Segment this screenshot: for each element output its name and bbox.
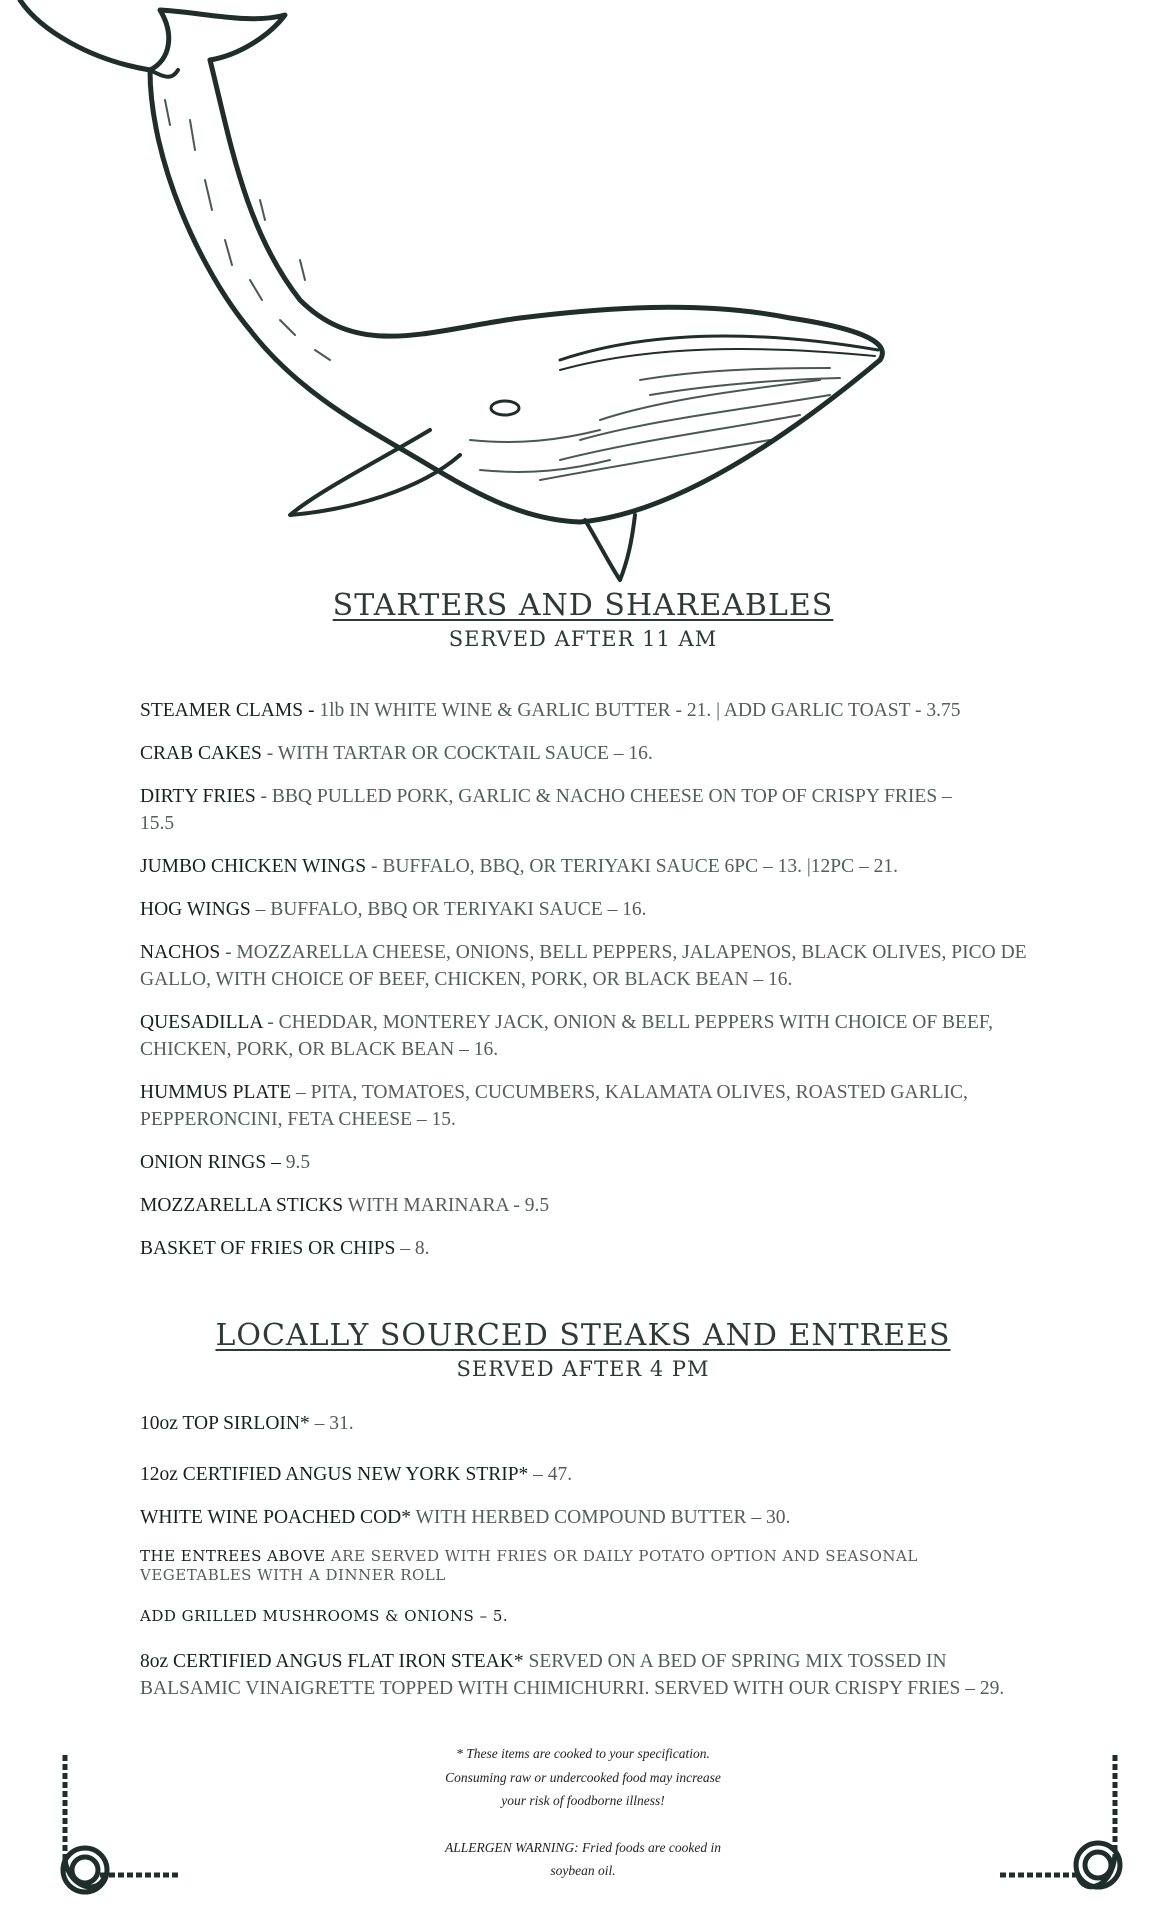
menu-item: ONION RINGS – 9.5 [140,1152,311,1173]
entrees-note: THE ENTREES ABOVE ARE SERVED WITH FRIES OR DAILY POTATO OPTION AND SEASONAL VEGETABLES WITH A DINNER ROLL [140,1547,918,1584]
menu-item: JUMBO CHICKEN WINGS - BUFFALO, BBQ, OR TERIYAKI SAUCE 6PC – 13. |12PC – 21. [140,856,898,877]
menu-item: 12oz CERTIFIED ANGUS NEW YORK STRIP* – 47. [140,1464,573,1485]
menu-item: HOG WINGS – BUFFALO, BBQ OR TERIYAKI SAUCE – 16. [140,899,647,920]
entrees-addon: ADD GRILLED MUSHROOMS & ONIONS – 5. [140,1607,509,1625]
starters-header [0,588,1166,651]
menu-item: 8oz CERTIFIED ANGUS FLAT IRON STEAK* SERVED ON A BED OF SPRING MIX TOSSED IN BALSAMIC VINAIGRETTE TOPPED WITH CHIMICHURRI. SERVED WITH OUR CRISPY FRIES – 29. [140,1651,1005,1699]
rope-knot-right-icon [990,1750,1140,1900]
menu-item: NACHOS - MOZZARELLA CHEESE, ONIONS, BELL PEPPERS, JALAPENOS, BLACK OLIVES, PICO DE GALLO, WITH CHOICE OF BEEF, CHICKEN, PORK, OR BLACK BEAN – 16. [140,942,1027,990]
entrees-header [0,1318,1166,1381]
entrees-subtitle: SERVED AFTER 4 PM [456,1357,710,1381]
menu-item: MOZZARELLA STICKS WITH MARINARA - 9.5 [140,1195,550,1216]
starters-title: STARTERS AND SHAREABLES [332,588,834,623]
whale-illustration [0,0,900,590]
starters-subtitle: SERVED AFTER 11 AM [448,627,718,651]
menu-item: CRAB CAKES - WITH TARTAR OR COCKTAIL SAUCE – 16. [140,743,653,764]
entrees-title: LOCALLY SOURCED STEAKS AND ENTREES [215,1318,951,1353]
menu-item: BASKET OF FRIES OR CHIPS – 8. [140,1238,430,1259]
menu-item: HUMMUS PLATE – PITA, TOMATOES, CUCUMBERS, KALAMATA OLIVES, ROASTED GARLIC, PEPPERONCINI, FETA CHEESE – 15. [140,1082,968,1130]
entrees-list [140,1410,1030,1718]
rope-knot-left-icon [40,1750,190,1900]
starters-list [140,697,1030,1278]
menu-item: QUESADILLA - CHEDDAR, MONTEREY JACK, ONION & BELL PEPPERS WITH CHOICE OF BEEF, CHICKEN, PORK, OR BLACK BEAN – 16. [140,1012,994,1060]
menu-item: 10oz TOP SIRLOIN* – 31. [140,1413,354,1434]
menu-item: DIRTY FRIES - BBQ PULLED PORK, GARLIC & NACHO CHEESE ON TOP OF CRISPY FRIES – 15.5 [140,786,952,834]
menu-item: WHITE WINE POACHED COD* WITH HERBED COMPOUND BUTTER – 30. [140,1507,791,1528]
footer-notice: * These items are cooked to your specification. Consuming raw or undercooked food may increase your risk of foodborne illness! ALLERGEN WARNING: Fried foods are cooked in soybean oil. [444,1746,722,1878]
menu-item: STEAMER CLAMS - 1lb IN WHITE WINE & GARLIC BUTTER - 21. | ADD GARLIC TOAST - 3.75 [140,700,961,721]
